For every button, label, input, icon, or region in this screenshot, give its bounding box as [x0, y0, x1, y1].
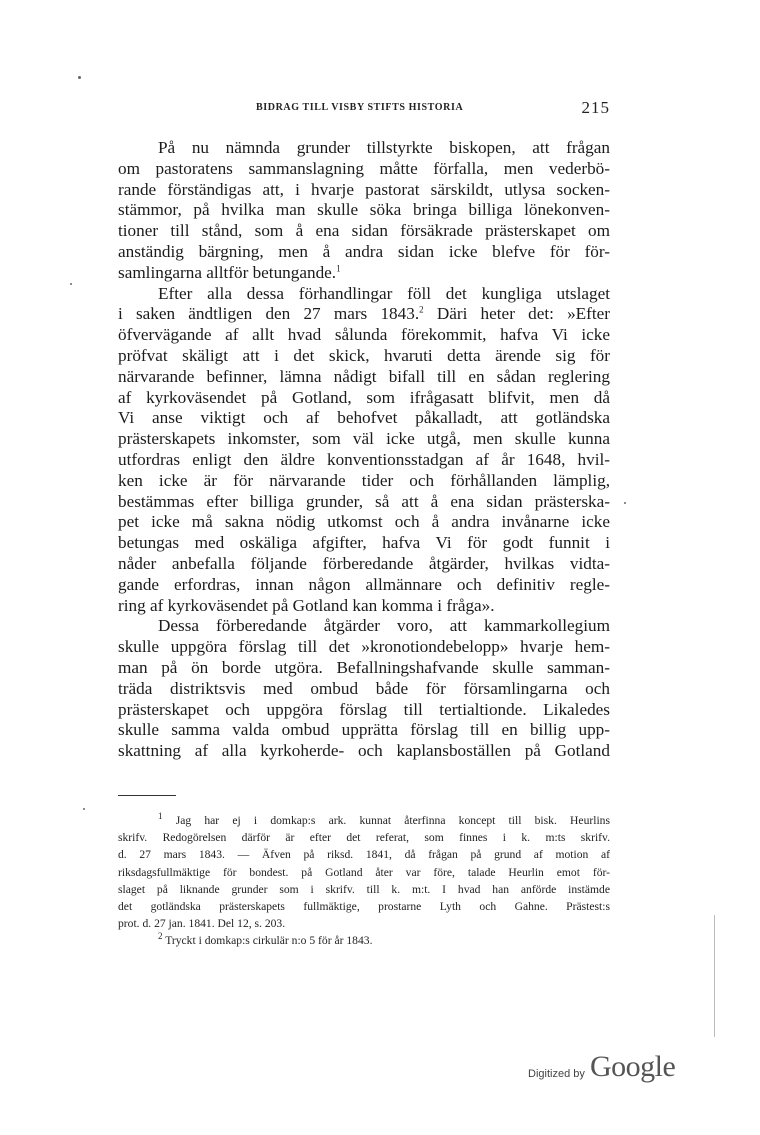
text-line: pröfvat skäligt att i det skick, hvaruti detta ärende sig för: [118, 345, 610, 365]
text-line: prästerskapet och uppgöra förslag till tertialtionde. Likaledes: [118, 699, 610, 719]
footnote-ref-1: 1: [336, 263, 341, 274]
text-line: träda distriktsvis med ombud både för församlingarna och: [118, 678, 610, 698]
running-title: BIDRAG TILL VISBY STIFTS HISTORIA: [256, 102, 464, 113]
footnote-line: slaget på liknande grunder som i skrifv. till k. m:t. I hvad han anförde instämde: [118, 882, 610, 896]
text-line: Efter alla dessa förhandlingar föll det kungliga utslaget: [158, 283, 610, 303]
scan-speck: [83, 808, 85, 810]
scan-speck: [70, 283, 72, 285]
text-segment: samlingarna alltför betungande.: [118, 262, 337, 282]
page-header: [118, 98, 610, 118]
text-line: skulle samma valda ombud upprätta förslag till en billig upp-: [118, 720, 610, 740]
google-logo: Google: [590, 1050, 676, 1083]
text-line: Vi anse viktigt och af behofvet påkalladt, att gotländska: [118, 408, 610, 428]
text-line: af kyrkoväsendet på Gotland, som ifrågasatt blifvit, men då: [118, 387, 610, 407]
body-text: [118, 138, 610, 762]
text-line: närvarande befinner, lämna nådigt bifall till en sådan reglering: [118, 366, 610, 386]
text-line: bestämmas efter billiga grunder, så att å ena sidan prästerska-: [118, 491, 610, 511]
text-line: rande förständigas att, i hvarje pastorat särskildt, utlysa socken-: [118, 179, 610, 199]
page-number: 215: [581, 98, 610, 117]
footnote-line: [118, 932, 610, 949]
footnote-divider: [118, 795, 176, 796]
watermark-prefix: Digitized by: [528, 1068, 585, 1080]
text-line: ring af kyrkoväsendet på Gotland kan komma i fråga».: [118, 595, 495, 615]
footnote-line: d. 27 mars 1843. — Äfven på riksd. 1841, då frågan på grund af motion af: [118, 848, 610, 862]
text-line: tioner till stånd, som å ena sidan försäkrade prästerskapet om: [118, 221, 610, 241]
text-line: [118, 263, 610, 284]
footnote-line: riksdagsfullmäktige för bondest. på Gotland åter var före, talade Heurlin emot för-: [118, 865, 610, 879]
text-line: om pastoratens sammanslagning måtte förfalla, men vederbö-: [118, 158, 610, 178]
google-watermark: [528, 1050, 688, 1090]
footnotes: [118, 812, 610, 950]
text-line: skattning af alla kyrkoherde- och kaplansboställen på Gotland: [118, 741, 610, 761]
footnote-mark-1: 1: [158, 811, 163, 822]
text-segment: i saken ändtligen den 27 mars 1843.: [118, 304, 420, 324]
footnote-mark-2: 2: [158, 931, 163, 942]
text-line: öfvervägande af allt hvad sålunda förekommit, hafva Vi icke: [118, 325, 610, 345]
text-line: [118, 304, 610, 325]
scan-margin-line: [714, 915, 715, 1037]
text-line: På nu nämnda grunder tillstyrkte biskopen, att frågan: [158, 138, 610, 157]
text-segment: Jag har ej i domkap:s ark. kunnat återfinna koncept till bisk. Heurlins: [175, 814, 610, 827]
text-line: pet icke må sakna nödig utkomst och å andra invånarne icke: [118, 512, 610, 532]
text-line: anständig bärgning, men å andra sidan icke blefve för för-: [118, 241, 610, 261]
footnote-line: det gotländska prästerskapets fullmäktige, prostarne Lyth och Gahne. Prästest:s: [118, 899, 610, 913]
footnote-line: [118, 812, 610, 829]
footnote-line: prot. d. 27 jan. 1841. Del 12, s. 203.: [118, 917, 286, 931]
text-line: gande erfordras, innan någon allmännare och definitiv regle-: [118, 574, 610, 594]
text-segment: Däri heter det: »Efter: [436, 304, 611, 324]
footnote-line: skrifv. Redogörelsen därför är efter det referat, som finnes i k. m:ts skrifv.: [118, 831, 610, 845]
text-line: prästerskapets inkomster, som väl icke utgå, men skulle kunna: [118, 429, 610, 449]
text-line: man på ön borde utgöra. Befallningshafvande skulle samman-: [118, 657, 610, 677]
footnote-ref-2: 2: [419, 304, 424, 315]
scan-speck: [624, 502, 626, 504]
text-line: ken icke är för närvarande tider och förhållanden lämplig,: [118, 470, 610, 490]
text-segment: Tryckt i domkap:s cirkulär n:o 5 för år 1843.: [165, 934, 373, 948]
text-line: nåder anbefalla följande förberedande åtgärder, hvilkas vidta-: [118, 553, 610, 573]
scan-speck: [78, 76, 81, 79]
text-line: betungas med oskäliga afgifter, hafva Vi för godt funnit i: [118, 533, 610, 553]
text-line: stämmor, på hvilka man skulle söka bringa billiga lönekonven-: [118, 200, 610, 220]
text-line: Dessa förberedande åtgärder voro, att kammarkollegium: [158, 616, 610, 636]
text-line: skulle uppgöra förslag till det »kronotiondebelopp» hvarje hem-: [118, 637, 610, 657]
text-line: utfordras enligt den äldre konventionsstadgan af år 1648, hvil-: [118, 449, 610, 469]
